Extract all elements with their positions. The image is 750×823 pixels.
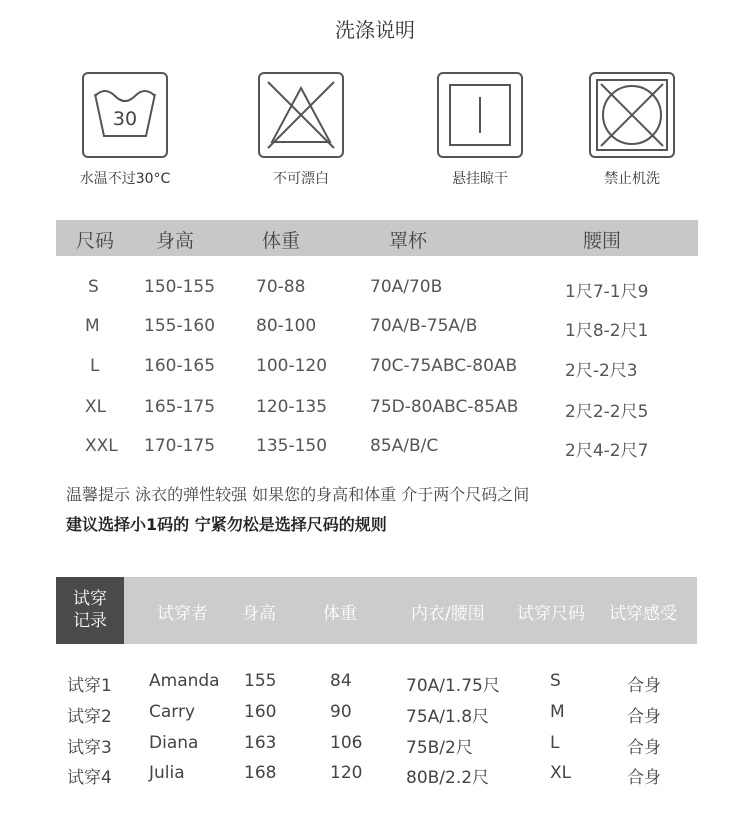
weight-cell: 70-88 — [256, 277, 306, 297]
cup-cell: 75D-80ABC-85AB — [370, 397, 519, 417]
weight-cell: 120-135 — [256, 397, 328, 417]
tester-cell: Carry — [149, 702, 196, 722]
fit-badge-line2: 记录 — [73, 611, 107, 631]
wash-temp-label: 30 — [112, 108, 138, 130]
fit-row — [56, 763, 697, 789]
fit-record-badge — [56, 577, 124, 644]
fit-badge-line1: 试穿 — [73, 589, 107, 609]
weight-cell: 106 — [330, 733, 363, 753]
cup-cell: 85A/B/C — [370, 436, 439, 456]
size-row — [56, 316, 698, 346]
no-bleach-icon — [258, 72, 344, 158]
bra-waist-cell: 80B/2.2尺 — [406, 768, 490, 788]
size-cell: S — [550, 671, 561, 691]
line-dry-icon — [437, 72, 523, 158]
fit-table-header — [56, 577, 697, 644]
bra-waist-cell: 75A/1.8尺 — [406, 707, 490, 727]
care-item-line-dry — [410, 72, 550, 188]
height-cell: 160-165 — [144, 356, 216, 376]
tip-text: 温馨提示 泳衣的弹性较强 如果您的身高和体重 介于两个尺码之间 — [66, 485, 530, 504]
weight-cell: 120 — [330, 763, 363, 783]
size-header-weight: 体重 — [262, 230, 301, 252]
fit-header-bra-waist: 内衣/腰围 — [411, 604, 485, 624]
care-label-wash-30: 水温不过30°C — [79, 171, 171, 187]
size-header-waist: 腰围 — [583, 230, 622, 252]
wash-30-icon — [82, 72, 168, 158]
care-item-no-bleach — [231, 72, 371, 188]
feel-cell: 合身 — [627, 738, 661, 758]
fit-row — [56, 702, 697, 728]
size-header-height: 身高 — [156, 230, 195, 252]
height-cell: 165-175 — [144, 397, 216, 417]
size-cell: XL — [85, 397, 107, 417]
waist-cell: 2尺-2尺3 — [565, 361, 638, 381]
size-cell: S — [88, 277, 99, 297]
tester-cell: Amanda — [149, 671, 220, 691]
fit-header-size: 试穿尺码 — [517, 604, 585, 624]
care-item-wash-30 — [55, 72, 195, 188]
feel-cell: 合身 — [627, 768, 661, 788]
weight-cell: 80-100 — [256, 316, 317, 336]
height-cell: 168 — [244, 763, 277, 783]
waist-cell: 2尺4-2尺7 — [565, 441, 649, 461]
fit-row — [56, 671, 697, 697]
height-cell: 155 — [244, 671, 277, 691]
care-label-no-machine-wash: 禁止机洗 — [604, 171, 660, 187]
cup-cell: 70A/70B — [370, 277, 443, 297]
waist-cell: 2尺2-2尺5 — [565, 402, 649, 422]
bra-waist-cell: 75B/2尺 — [406, 738, 473, 758]
trial-cell: 试穿3 — [67, 738, 112, 758]
size-cell: XXL — [85, 436, 118, 456]
size-header-size: 尺码 — [76, 230, 115, 252]
waist-cell: 1尺8-2尺1 — [565, 321, 649, 341]
page-title: 洗涤说明 — [335, 18, 415, 42]
weight-cell: 90 — [330, 702, 352, 722]
height-cell: 155-160 — [144, 316, 216, 336]
height-cell: 160 — [244, 702, 277, 722]
fit-header-tester: 试穿者 — [157, 604, 208, 624]
trial-cell: 试穿1 — [67, 676, 112, 696]
care-label-line-dry: 悬挂晾干 — [452, 171, 508, 187]
weight-cell: 135-150 — [256, 436, 328, 456]
height-cell: 163 — [244, 733, 277, 753]
size-cell: L — [90, 356, 100, 376]
size-cell: M — [550, 702, 565, 722]
size-row — [56, 436, 698, 466]
care-item-no-machine-wash — [562, 72, 702, 188]
height-cell: 150-155 — [144, 277, 216, 297]
cup-cell: 70C-75ABC-80AB — [370, 356, 518, 376]
size-cell: M — [85, 316, 100, 336]
fit-row — [56, 733, 697, 759]
feel-cell: 合身 — [627, 676, 661, 696]
trial-cell: 试穿2 — [67, 707, 112, 727]
waist-cell: 1尺7-1尺9 — [565, 282, 649, 302]
no-machine-wash-icon — [589, 72, 675, 158]
size-cell: L — [550, 733, 560, 753]
cup-cell: 70A/B-75A/B — [370, 316, 478, 336]
size-row — [56, 356, 698, 386]
size-cell: XL — [550, 763, 572, 783]
size-row — [56, 277, 698, 307]
size-table-header — [56, 220, 698, 256]
fit-header-height: 身高 — [242, 604, 276, 624]
weight-cell: 100-120 — [256, 356, 328, 376]
fit-header-feel: 试穿感受 — [609, 604, 677, 624]
trial-cell: 试穿4 — [67, 768, 112, 788]
care-label-no-bleach: 不可漂白 — [273, 171, 329, 187]
tester-cell: Julia — [149, 763, 185, 783]
fit-header-weight: 体重 — [323, 604, 357, 624]
bra-waist-cell: 70A/1.75尺 — [406, 676, 500, 696]
weight-cell: 84 — [330, 671, 352, 691]
feel-cell: 合身 — [627, 707, 661, 727]
tip-recommendation: 建议选择小1码的 宁紧勿松是选择尺码的规则 — [66, 515, 387, 534]
size-header-cup: 罩杯 — [389, 230, 428, 252]
tester-cell: Diana — [149, 733, 199, 753]
size-row — [56, 397, 698, 427]
height-cell: 170-175 — [144, 436, 216, 456]
